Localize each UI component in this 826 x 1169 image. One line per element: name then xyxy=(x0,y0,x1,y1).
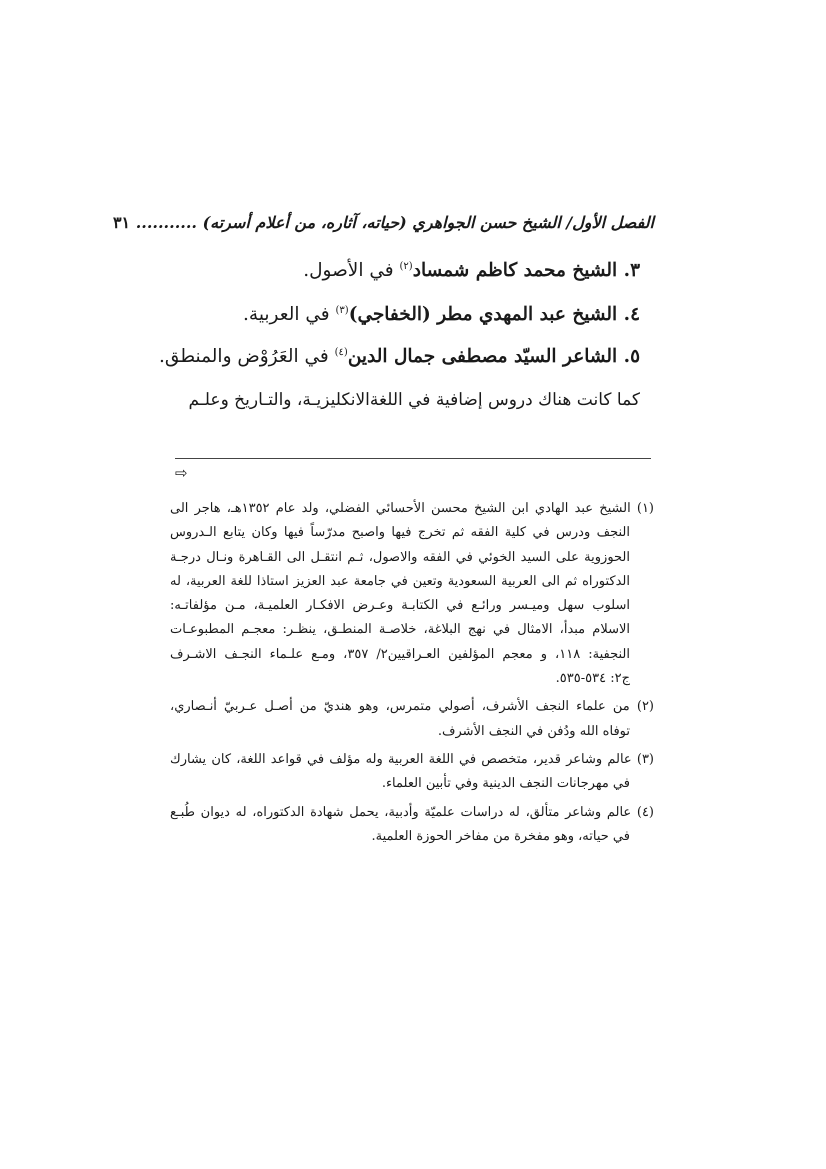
footnote-line: الدكتوراه ثم الى العربية السعودية وتعين في جامعة عبد العزيز استاذا للغة العربية، له xyxy=(170,573,630,589)
page-number: ٣١ xyxy=(112,213,131,232)
footnotes xyxy=(170,497,654,853)
footnote-line: الحوزوية على السيد الخوئي في الفقه والاصول، ثـم انتقـل الى القـاهرة ونـال درجـة xyxy=(170,549,630,565)
footnote-line: النجفية: ١١٨، و معجم المؤلفين العـراقيين٢/ ٣٥٧، ومـع علـماء النجـف الاشـرف xyxy=(170,646,630,662)
footnote-line: في حياته، وهو مفخرة من مفاخر الحوزة العلمية. xyxy=(371,828,630,844)
list-item-3 xyxy=(130,260,640,281)
list-item-number: ٥. xyxy=(623,346,640,367)
footnote-line: (٣) عالم وشاعر قدير، متخصص في اللغة العربية وله مؤلف في قواعد اللغة، كان يشارك xyxy=(170,751,654,767)
list-item-number: ٤. xyxy=(623,304,640,325)
list-item-subject: في العربية. xyxy=(243,304,336,325)
footnote-line: الاسلام مبدأ، الامثال في نهج البلاغة، خلاصـة المنطـق، ينظـر: معجـم المطبوعـات xyxy=(170,622,630,638)
list-item-name: الشيخ عبد المهدي مطر (الخفاجي) xyxy=(348,304,618,325)
list-item-subject: في العَرُوْض والمنطق. xyxy=(159,346,335,367)
footnote-separator xyxy=(175,458,651,459)
footnote-line: توفاه الله ودُفن في النجف الأشرف. xyxy=(437,723,630,739)
running-header-dots: ........... xyxy=(135,213,197,232)
running-header xyxy=(112,213,654,239)
footnote-4 xyxy=(170,801,654,850)
footnote-line: النجف ودرس في كلية الفقه ثم تخرج فيها واصبح مدرّساً فيها وكان يتابع الـدروس xyxy=(170,525,630,541)
footnote-ref: (٢) xyxy=(399,260,413,272)
footnote-line: (١) الشيخ عبد الهادي ابن الشيخ محسن الأحسائي الفضلي، ولد عام ١٣٥٢هـ، هاجر الى xyxy=(170,501,654,516)
list-item-name: الشاعر السيّد مصطفى جمال الدين xyxy=(347,346,618,367)
list-item-number: ٣. xyxy=(623,260,640,281)
footnote-line: (٢) من علماء النجف الأشرف، أصولي متمرس، وهو هنديّ من أصـل عـربيّ أنـصاري، xyxy=(170,699,654,715)
list-item-4 xyxy=(130,304,640,325)
footnote-2 xyxy=(170,695,654,744)
footnote-1 xyxy=(170,497,654,691)
footnote-line: (٤) عالم وشاعر متألق، له دراسات علميّة وأدبية، يحمل شهادة الدكتوراه، له ديوان طُبـع xyxy=(170,804,654,820)
footnote-line: في مهرجانات النجف الدينية وفي تأبين العلماء. xyxy=(381,776,630,792)
footnote-ref: (٤) xyxy=(334,346,348,358)
list-item-5 xyxy=(130,346,640,367)
footnote-ref: (٣) xyxy=(335,304,349,316)
running-header-title: الفصل الأول/ الشيخ حسن الجواهري (حياته، آثاره، من أعلام أسرته) xyxy=(202,213,654,232)
footnote-line: اسلوب سهل وميـسر ورائـع في الكتابـة وعـرض الافكـار العلميـة، مـن مؤلفاتـه: xyxy=(170,598,630,614)
footnote-3 xyxy=(170,748,654,797)
footnote-line: ج٢: ٥٣٤-٥٣٥. xyxy=(555,671,630,687)
list-item-subject: في الأصول. xyxy=(303,260,400,281)
continue-arrow-icon: ⇨ xyxy=(175,464,188,482)
list-item-name: الشيخ محمد كاظم شمساد xyxy=(412,260,618,281)
body-paragraph-line: كما كانت هناك دروس إضافية في اللغةالانكليزيـة، والتـاريخ وعلـم xyxy=(188,390,640,410)
